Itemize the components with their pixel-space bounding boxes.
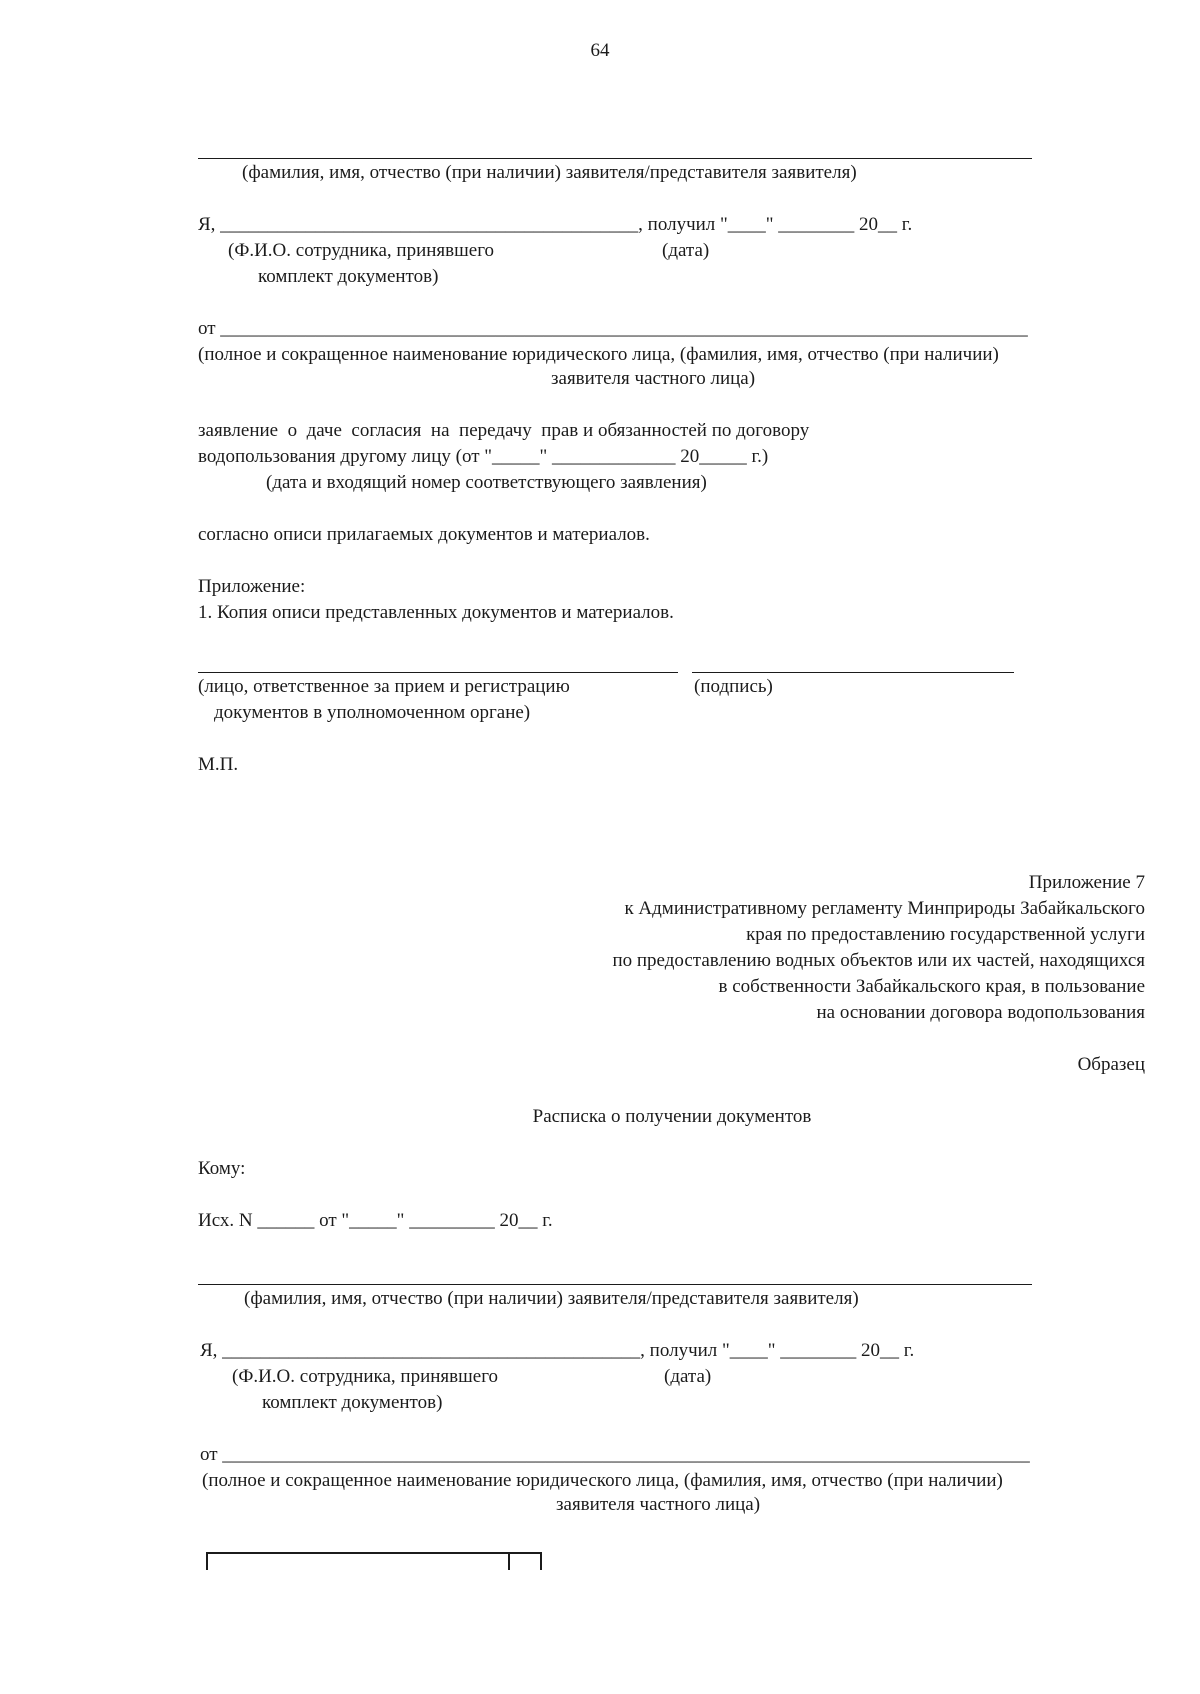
appendix-line-2: края по предоставлению государственной услуги bbox=[746, 924, 1145, 945]
appendix-title: Приложение 7 bbox=[1028, 872, 1145, 893]
employee-received-line-2: Я, ____________________________________________, получил "____" ________ 20__ г. bbox=[200, 1340, 915, 1361]
applicant-name-caption-2: (фамилия, имя, отчество (при наличии) заявителя/представителя заявителя) bbox=[244, 1288, 859, 1309]
date-caption: (дата) bbox=[662, 240, 710, 261]
applicant-name-line bbox=[198, 158, 1032, 159]
responsible-caption-2: документов в уполномоченном органе) bbox=[214, 702, 531, 723]
statement-caption: (дата и входящий номер соответствующего заявления) bbox=[266, 472, 707, 493]
entity-caption-1b: (полное и сокращенное наименование юридического лица, (фамилия, имя, отчество (при наличии) bbox=[202, 1470, 1003, 1491]
applicant-name-caption: (фамилия, имя, отчество (при наличии) заявителя/представителя заявителя) bbox=[242, 162, 857, 183]
entity-caption-2: заявителя частного лица) bbox=[551, 368, 756, 389]
appendix-line-3: по предоставлению водных объектов или их частей, находящихся bbox=[612, 950, 1145, 971]
responsible-caption-1: (лицо, ответственное за прием и регистрацию bbox=[198, 676, 570, 697]
table-cell-border-right bbox=[508, 1552, 542, 1570]
employee-caption-2b: комплект документов) bbox=[262, 1392, 443, 1413]
to-label: Кому: bbox=[198, 1158, 246, 1179]
employee-caption-2: комплект документов) bbox=[258, 266, 439, 287]
date-caption-2: (дата) bbox=[664, 1366, 712, 1387]
table-cell-border-left bbox=[206, 1552, 510, 1570]
from-line: от _____________________________________________________________________________________ bbox=[198, 318, 1028, 339]
appendix-line-5: на основании договора водопользования bbox=[816, 1002, 1145, 1023]
entity-caption-2b: заявителя частного лица) bbox=[556, 1494, 761, 1515]
employee-received-line: Я, ____________________________________________, получил "____" ________ 20__ г. bbox=[198, 214, 913, 235]
sample-label: Образец bbox=[1077, 1054, 1145, 1075]
applicant-name-line-2 bbox=[198, 1284, 1032, 1285]
statement-line-2: водопользования другому лицу (от "_____" _____________ 20_____ г.) bbox=[198, 446, 769, 467]
signature-line bbox=[692, 672, 1014, 673]
entity-caption-1: (полное и сокращенное наименование юридического лица, (фамилия, имя, отчество (при наличии) bbox=[198, 344, 999, 365]
responsible-line bbox=[198, 672, 678, 673]
page-number: 64 bbox=[590, 40, 610, 61]
appendix-line-1: к Административному регламенту Минприроды Забайкальского bbox=[624, 898, 1145, 919]
employee-caption-1b: (Ф.И.О. сотрудника, принявшего bbox=[232, 1366, 499, 1387]
employee-caption-1: (Ф.И.О. сотрудника, принявшего bbox=[228, 240, 495, 261]
attachment-item: 1. Копия описи представленных документов и материалов. bbox=[198, 602, 674, 623]
from-line-2: от _____________________________________________________________________________________ bbox=[200, 1444, 1030, 1465]
inventory-line: согласно описи прилагаемых документов и материалов. bbox=[198, 524, 650, 545]
signature-caption: (подпись) bbox=[694, 676, 773, 697]
stamp-mark: М.П. bbox=[198, 754, 239, 775]
receipt-heading: Расписка о получении документов bbox=[532, 1106, 812, 1127]
outgoing-number-line: Исх. N ______ от "_____" _________ 20__ г. bbox=[198, 1210, 553, 1231]
attachment-title: Приложение: bbox=[198, 576, 306, 597]
appendix-line-4: в собственности Забайкальского края, в пользование bbox=[718, 976, 1145, 997]
statement-line-1: заявление о даче согласия на передачу прав и обязанностей по договору bbox=[198, 420, 810, 441]
